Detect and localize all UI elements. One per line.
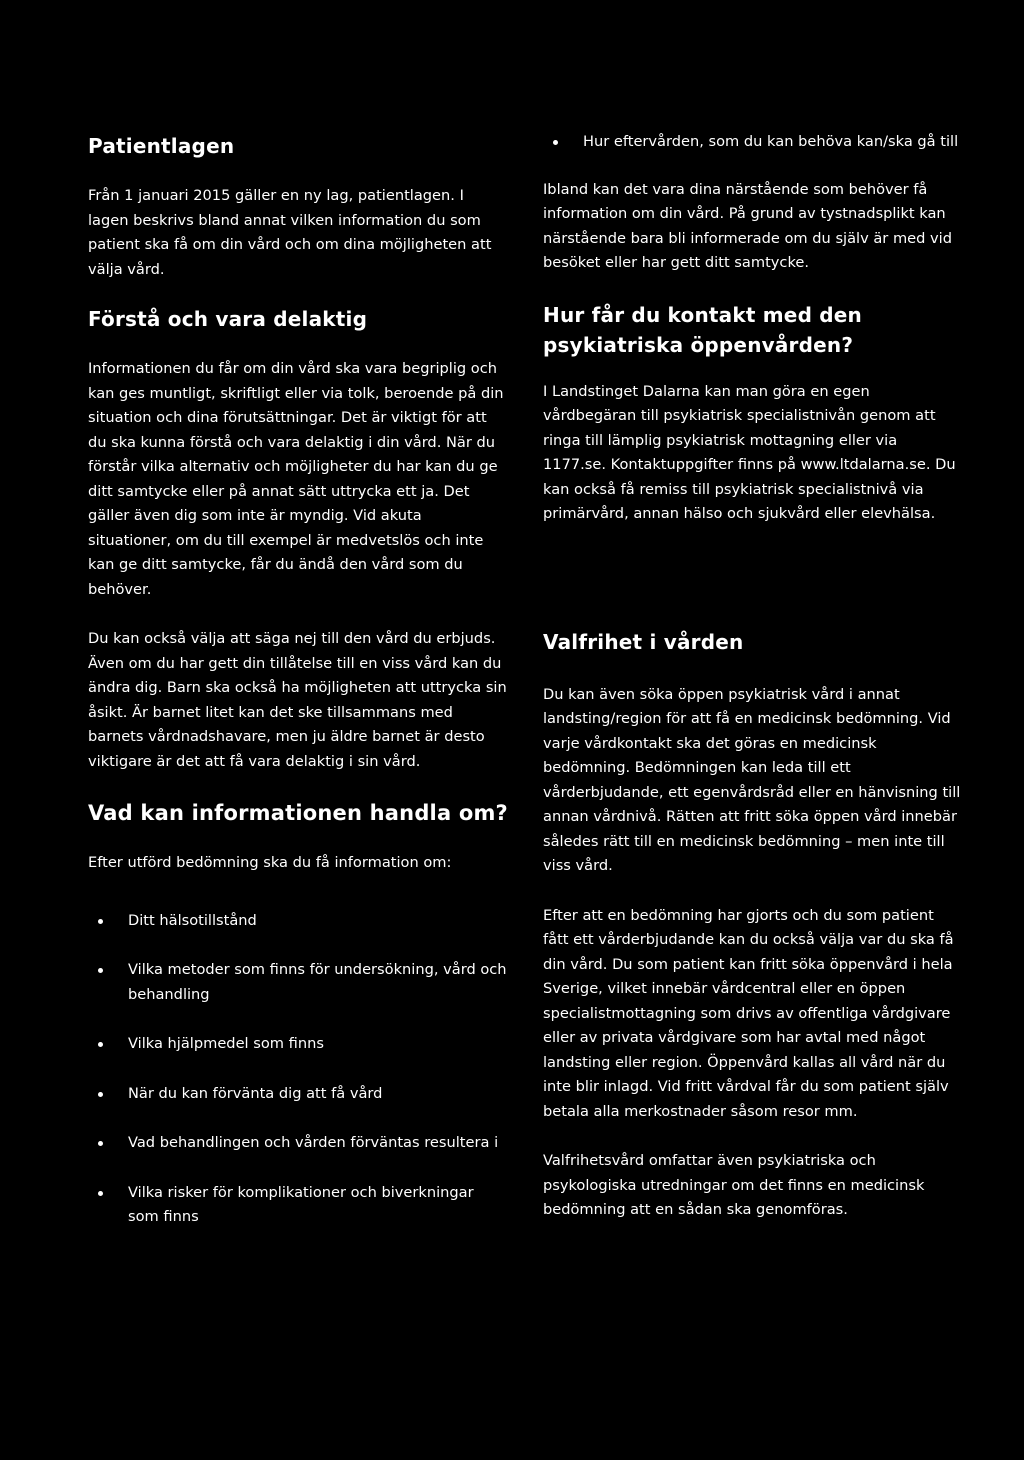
list-item: Vilka metoder som finns för undersökning, vård och behandling xyxy=(88,958,508,1007)
list-item: När du kan förvänta dig att få vård xyxy=(88,1082,508,1107)
paragraph-valfrihet-2: Efter att en bedömning har gjorts och du som patient fått ett vårderbjudande kan du också välja var du ska få din vård. Du som patient kan fritt söka öppenvård i hela Sverige, vilket innebär vårdcentral eller en öppen specialistmottagning som drivs av offentliga vårdgivare eller av privata vårdgivare som har avtal med något landsting eller region. Öppenvård kallas all vård när du inte blir inlagd. Vid fritt vårdval får du som patient själv betala alla merkostnader såsom resor mm. xyxy=(543,906,954,1120)
eftervard-list xyxy=(543,130,963,155)
paragraph-patientlagen: Från 1 januari 2015 gäller en ny lag, patientlagen. I lagen beskrivs bland annat vilken information du som patient ska få om din vård och om dina möjligheten att välja vård. xyxy=(88,187,492,278)
heading-forsta-och-vara-delaktig: Förstå och vara delaktig xyxy=(88,307,368,331)
right-column xyxy=(543,130,963,1223)
left-column xyxy=(88,130,508,1255)
paragraph-valja-nej: Du kan också välja att säga nej till den vård du erbjuds. Även om du har gett din tillåtelse till en viss vård kan du ändra dig. Barn ska också ha möjligheten att uttrycka sin åsikt. Är barnet litet kan det ske tillsammans med barnets vårdnadshavare, men ju äldre barnet är desto viktigare är det att få vara delaktig i sin vård. xyxy=(88,630,507,770)
paragraph-landstinget-dalarna: I Landstinget Dalarna kan man göra en egen vårdbegäran till psykiatrisk specialistnivån genom att ringa till lämplig psykiatrisk mottagning eller via 1177.se. Kontaktuppgifter finns på www.ltdalarna.se. Du kan också få remiss till psykiatrisk specialistnivå via primärvård, annan hälso och sjukvård eller elevhälsa. xyxy=(543,382,956,522)
information-list xyxy=(88,909,508,1230)
list-item: Vad behandlingen och vården förväntas resultera i xyxy=(88,1131,508,1156)
list-item: Hur eftervården, som du kan behöva kan/ska gå till xyxy=(543,130,963,155)
heading-hur-far-du-kontakt: Hur får du kontakt med den psykiatriska öppenvården? xyxy=(543,302,862,357)
list-item: Vilka risker för komplikationer och biverkningar som finns xyxy=(88,1181,508,1230)
paragraph-valfrihet-3: Valfrihetsvård omfattar även psykiatriska och psykologiska utredningar om det finns en medicinsk bedömning att en sådan ska genomföras. xyxy=(543,1152,925,1218)
list-item: Ditt hälsotillstånd xyxy=(88,909,508,934)
list-item: Vilka hjälpmedel som finns xyxy=(88,1032,508,1057)
heading-vad-kan-informationen: Vad kan informationen handla om? xyxy=(88,801,508,825)
paragraph-narstaende: Ibland kan det vara dina närstående som behöver få information om din vård. På grund av tystnadsplikt kan närstående bara bli informerade om du själv är med vid besöket eller har gett ditt samtycke. xyxy=(543,180,953,271)
paragraph-efter-utford: Efter utförd bedömning ska du få information om: xyxy=(88,854,452,871)
paragraph-forsta: Informationen du får om din vård ska vara begriplig och kan ges muntligt, skriftligt eller via tolk, beroende på din situation och dina förutsättningar. Det är viktigt för att du ska kunna förstå och vara delaktig i din vård. När du förstår vilka alternativ och möjligheter du har kan du ge ditt samtycke eller på annat sätt uttrycka ett ja. Det gäller även dig som inte är myndig. Vid akuta situationer, om du till exempel är medvetslös och inte kan ge ditt samtycke, får du ändå den vård som du behöver. xyxy=(88,360,504,598)
paragraph-valfrihet-1: Du kan även söka öppen psykiatrisk vård i annat landsting/region för att få en medicinsk bedömning. Vid varje vårdkontakt ska det göras en medicinsk bedömning. Bedömningen kan leda till ett vårderbjudande, ett egenvårdsråd eller en hänvisning till annan vårdnivå. Rätten att fritt söka öppen vård innebär således rätt till en medicinsk bedömning – men inte till viss vård. xyxy=(543,685,961,874)
heading-patientlagen: Patientlagen xyxy=(88,134,235,158)
heading-valfrihet-i-varden: Valfrihet i vården xyxy=(543,629,744,654)
